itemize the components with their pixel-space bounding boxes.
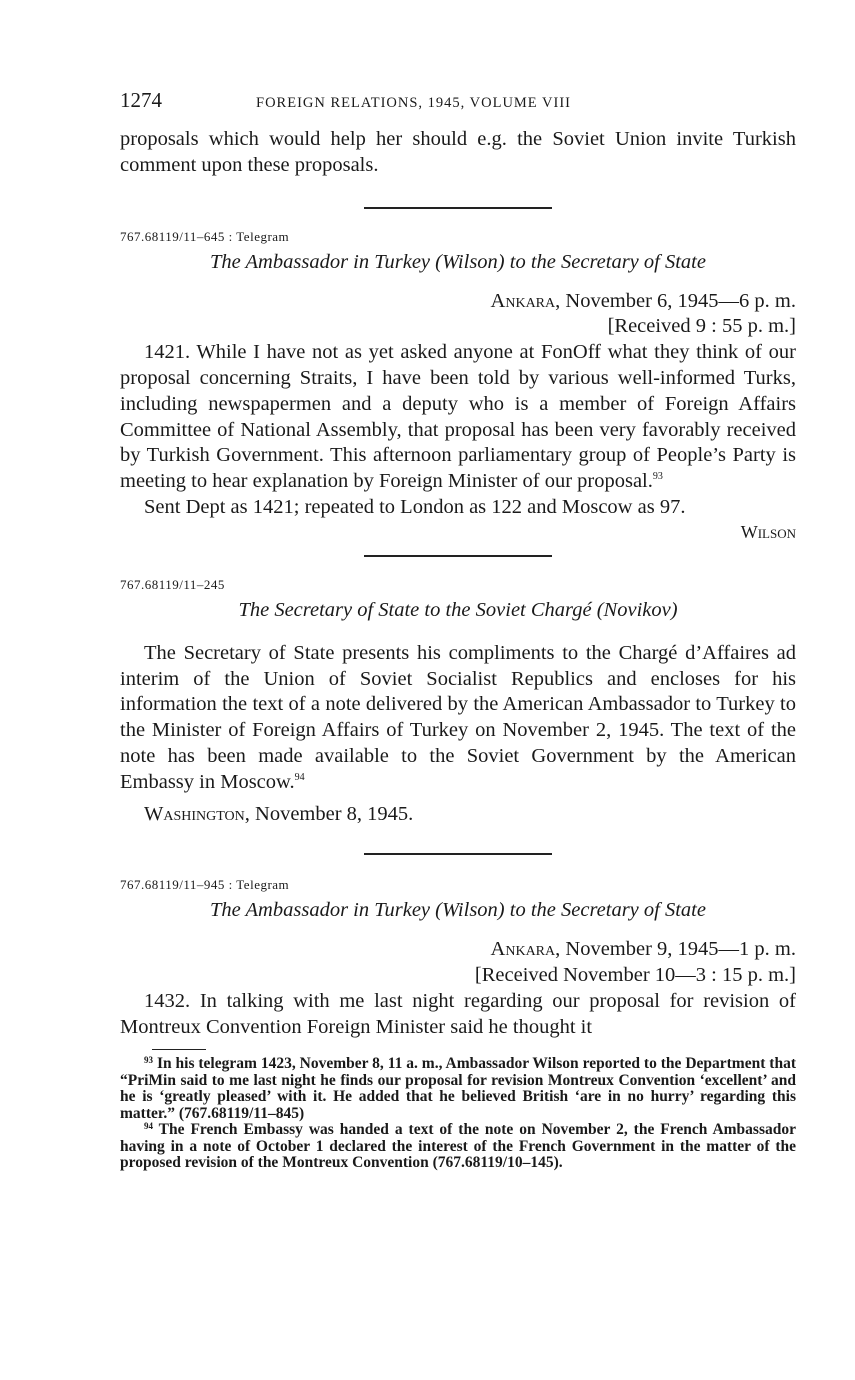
dateline-date: , November 8, 1945. (244, 802, 414, 825)
dateline (120, 802, 796, 828)
telegram-paragraph (120, 340, 796, 495)
distribution-line: Sent Dept as 1421; repeated to London as 122 and Moscow as 97. (144, 495, 686, 518)
footnote-93 (120, 1056, 796, 1122)
dateline (120, 289, 796, 315)
file-number: 767.68119/11–945 : Telegram (120, 877, 290, 893)
footnote-mark: 93 (144, 1055, 153, 1066)
footnote-divider (152, 1049, 206, 1051)
footnote-text: The French Embassy was handed a text of the note on November 2, the French Ambassador having in a note of October 1 declared the interest of the French Government in the matter of the proposed revision of the Montreux Convention (767.68119/10–145). (120, 1121, 796, 1172)
dateline-place: Ankara (490, 938, 556, 961)
document-title: The Secretary of State to the Soviet Chargé (Novikov) (238, 598, 678, 621)
telegram-paragraph: 1432. In talking with me last night regarding our proposal for revision of Montreux Convention Foreign Minister said he thought it (120, 989, 796, 1038)
document-title: The Ambassador in Turkey (Wilson) to the Secretary of State (210, 899, 706, 922)
dateline (120, 937, 796, 963)
footnotes (120, 1056, 796, 1172)
note-text: The Secretary of State presents his compliments to the Chargé d’Affaires ad interim of the Union of Soviet Socialist Republics and encloses for his information the text of a note delivered by the American Ambassador to Turkey to the Minister of Foreign Affairs of Turkey on November 2, 1945. The text of the note has been made available to the Soviet Government by the American Embassy in Moscow. (120, 641, 796, 793)
dateline-date: , November 9, 1945—1 p. m. (555, 938, 796, 961)
dateline-place: Ankara (490, 289, 556, 312)
dateline-date: , November 6, 1945—6 p. m. (555, 289, 796, 312)
page-number: 1274 (120, 88, 162, 112)
telegram-text: 1421. While I have not as yet asked anyone at FonOff what they think of our proposal concerning Straits, I have been told by various well-informed Turks, including newspapermen and a deputy who is a member of Foreign Affairs Committee of National Assembly, that proposal has been very favorably received by Turkish Government. This afternoon parliamentary group of People’s Party is meeting to hear explanation by Foreign Minister of our proposal. (120, 341, 796, 493)
section-divider (364, 555, 552, 557)
dateline-place: Washington (144, 802, 245, 825)
document-title: The Ambassador in Turkey (Wilson) to the Secretary of State (210, 250, 706, 273)
footnote-mark: 94 (144, 1121, 153, 1132)
section-divider (364, 207, 552, 209)
document-section-3 (120, 877, 796, 1040)
file-number: 767.68119/11–245 (120, 576, 225, 592)
document-section-2 (120, 577, 796, 828)
page-header (120, 88, 796, 113)
signature: Wilson (740, 521, 796, 542)
footnote-reference: 94 (294, 771, 305, 783)
section-divider (364, 853, 552, 855)
document-page (120, 88, 796, 1172)
footnote-94 (120, 1122, 796, 1172)
footnote-text: In his telegram 1423, November 8, 11 a. m., Ambassador Wilson reported to the Department that “PriMin said to me last night he finds our proposal for revision Montreux Convention ‘excellent’ and he is ‘greatly pleased’ with it. He added that he believed British ‘are in no hurry’ regarding this matter.” (767.68119/11–845) (120, 1055, 797, 1122)
running-head: FOREIGN RELATIONS, 1945, VOLUME VIII (256, 95, 571, 111)
received-line: [Received November 10—3 : 15 p. m.] (474, 964, 796, 987)
received-line: [Received 9 : 55 p. m.] (607, 315, 796, 338)
note-paragraph (120, 641, 796, 796)
document-section-1 (120, 229, 796, 543)
footnote-reference: 93 (652, 471, 663, 483)
file-number: 767.68119/11–645 : Telegram (120, 228, 290, 244)
continuation-paragraph: proposals which would help her should e.g. the Soviet Union invite Turkish comment upon these proposals. (120, 128, 796, 176)
